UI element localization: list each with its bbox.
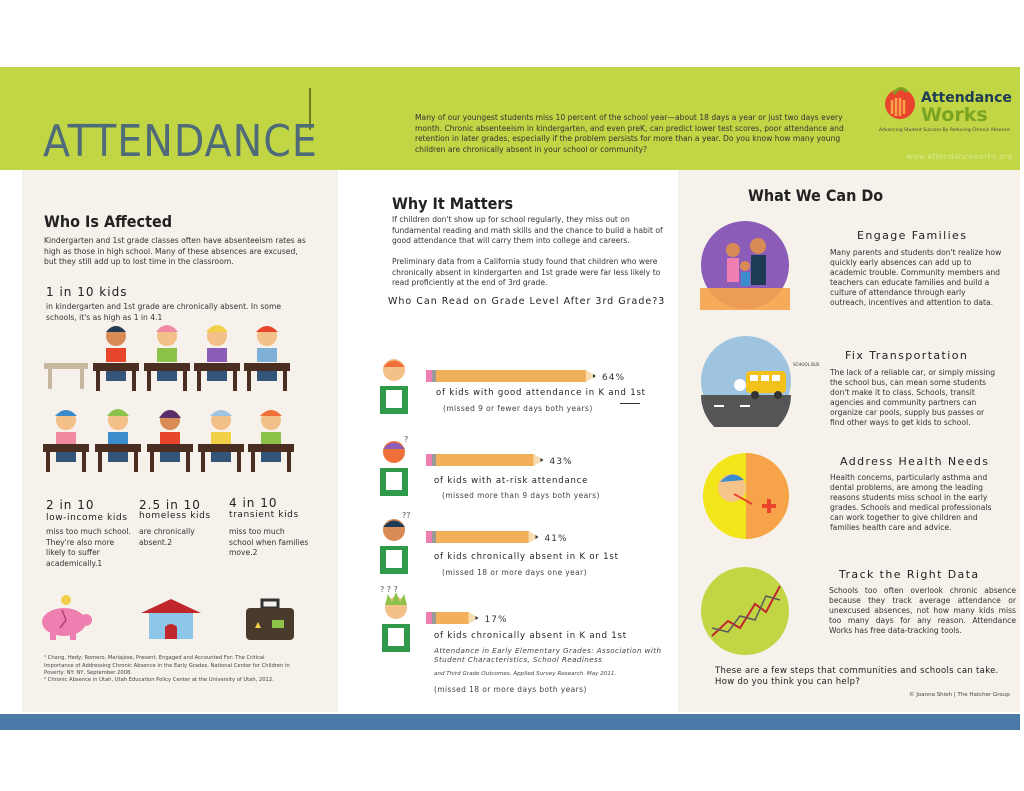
school-bus-icon [700, 335, 792, 427]
website-link[interactable]: www.attendanceworks.org [906, 152, 1013, 161]
footnote-2: ² Chronic Absence in Utah, Utah Education Policy Center at the University of Utah, 2012. [44, 677, 274, 683]
student-desk-icon [198, 410, 244, 472]
classroom-desks-illustration [40, 318, 300, 478]
pencil-band [432, 370, 436, 382]
pencil-eraser [426, 531, 432, 543]
why-matters-heading: Why It Matters [392, 194, 514, 213]
credit-text: © Joanna Shieh | The Hatcher Group [909, 692, 1010, 698]
chart-note: (missed 18 or more days one year) [442, 568, 587, 577]
stat-low-income-label: low-income kids [46, 513, 128, 523]
stat-transient-label: transient kids [229, 510, 299, 520]
student-desk-icon [144, 325, 190, 391]
svg-text:?: ? [404, 435, 409, 444]
pencil-eraser [426, 370, 432, 382]
family-icon [700, 220, 790, 310]
reading-child-icon [376, 584, 416, 656]
value-label: 43% [549, 457, 573, 467]
chart-note: (missed 9 or fewer days both years) [443, 404, 593, 413]
track-data-text: Schools too often overlook chronic absence because they track average attendance or unexcused absences, not how many kids miss too many days for any reason. Attendance Works has free data-tracking tools. [829, 586, 1016, 635]
pencil-body [436, 531, 529, 543]
fix-transportation-title: Fix Transportation [845, 349, 969, 362]
stat-main-text: in kindergarten and 1st grade are chronically absent. In some schools, it's as high as 1 in 4.1 [46, 302, 282, 322]
stat-homeless-value: 2.5 in 10 [139, 498, 201, 512]
source-rest: and Third Grade Outcomes, Applied Survey Research. May 2011. [434, 671, 617, 677]
piggy-bank-icon [34, 592, 96, 642]
page-title: ATTENDANCE [43, 116, 318, 167]
fix-transportation-text: The lack of a reliable car, or simply missing the school bus, can mean some students don't make it to class. Schools, transit agencies and community partners can organize car pools, supply bus passes or find other ways to get kids to school. [830, 368, 996, 427]
pencil-lead [536, 535, 539, 539]
stat-transient-text: miss too much school when families move.2 [229, 527, 309, 557]
chart-underline [620, 403, 640, 404]
chart-category-label: of kids with at-risk attendance [434, 476, 589, 486]
chart-category-label: of kids chronically absent in K and 1st [434, 631, 627, 641]
logo-tagline: Advancing Student Success By Reducing Chronic Absence [879, 128, 1010, 133]
pencil-bar [426, 454, 544, 466]
pencil-body [436, 454, 534, 466]
data-chart-icon [700, 566, 790, 656]
why-matters-para2: Preliminary data from a California study found that children who were chronically absent in kindergarten and 1st grade were far less likely to read proficiently at the end of 3rd grade. [392, 257, 661, 287]
reading-child-icon [376, 434, 412, 500]
footer-bar [0, 714, 1020, 730]
house-icon [139, 597, 203, 641]
student-desk-icon [95, 409, 141, 472]
engage-families-text: Many parents and students don't realize how quickly early absences can add up to academic trouble. Community members and teachers can educate families and build a culture of attendance through early outreach, incentives and attention to data. [830, 248, 1002, 307]
stat-low-income-value: 2 in 10 [46, 498, 95, 512]
logo-text-attendance: Attendance [921, 90, 1012, 106]
student-desk-icon [244, 326, 290, 391]
student-desk-icon [43, 410, 89, 472]
pencil-lead [476, 616, 479, 620]
pencil-lead [593, 374, 596, 378]
value-label: 41% [544, 534, 568, 544]
stat-homeless-text: are chronically absent.2 [139, 527, 195, 547]
student-desk-icon [147, 410, 193, 472]
logo-text-works: Works [921, 104, 988, 126]
bus-label: SCHOOL BUS [793, 362, 820, 367]
chart-category-label: of kids chronically absent in K or 1st [434, 552, 619, 562]
track-data-title: Track the Right Data [839, 568, 980, 581]
svg-text:??: ?? [402, 511, 411, 520]
stat-low-income-text: miss too much school. They're also more likely to suffer academically.1 [46, 527, 131, 568]
who-affected-heading: Who Is Affected [44, 212, 173, 231]
reading-child-icon [376, 510, 412, 578]
chart-title: Who Can Read on Grade Level After 3rd Grade?3 [388, 296, 666, 307]
pencil-lead [541, 458, 544, 462]
pencil-bar [426, 370, 596, 382]
empty-desk-icon [44, 363, 88, 389]
chart-category-label: of kids with good attendance in K and 1st [436, 388, 646, 398]
student-desk-icon [93, 326, 139, 391]
closing-text: These are a few steps that communities and schools can take. How do you think you can help? [715, 666, 999, 687]
chart-last-note: (missed 18 or more days both years) [434, 685, 587, 694]
footnote-1: ¹ Chang, Hedy; Romero, Mariajose, Present, Engaged and Accounted For: The Critical Importance of Addressing Chronic Absence in the Early Grades, National Center for Children in Poverty: NY: NY, September 2008. [44, 655, 290, 676]
pencil-band [432, 454, 436, 466]
chart-note: (missed more than 9 days both years) [442, 491, 600, 500]
why-matters-para1: If children don't show up for school regularly, they miss out on fundamental reading and math skills and the chance to build a habit of good attendance that will carry them into college and careers. [392, 215, 663, 245]
pencil-band [432, 531, 436, 543]
source-title: Attendance in Early Elementary Grades: Association with Student Characteristics, School Readiness [434, 646, 662, 664]
engage-families-title: Engage Families [857, 229, 968, 242]
pencil-body [436, 612, 469, 624]
pencil-band [432, 612, 436, 624]
who-affected-body: Kindergarten and 1st grade classes often have absenteeism rates as high as those in high school. Many of these absences are excused, but they still add up to lost time in the classroom. [44, 236, 306, 266]
value-label: 64% [602, 373, 626, 383]
pencil-eraser [426, 612, 432, 624]
pencil-body [436, 370, 586, 382]
address-health-title: Address Health Needs [840, 455, 990, 468]
pencil-eraser [426, 454, 432, 466]
student-desk-icon [248, 410, 294, 472]
pencil-bar [426, 531, 539, 543]
what-we-can-do-heading: What We Can Do [748, 186, 884, 205]
stat-main-value: 1 in 10 kids [46, 285, 128, 299]
reading-child-icon [376, 356, 412, 418]
stat-homeless-label: homeless kids [139, 511, 211, 521]
intro-text: Many of our youngest students miss 10 percent of the school year—about 18 days a year or just two days every month. Chronic absenteeism in kindergarten, and even preK, can predict lower test scores, poor attendance and retention in later grades, especially if the problem persists for more than a year. Do you know how many young children are chronically absent in your school or community? [415, 113, 844, 154]
address-health-text: Health concerns, particularly asthma and dental problems, are among the leading reasons students miss school in the early grades. Schools and medical professionals can work together to give children and families health care and advice. [830, 473, 992, 532]
value-label: 17% [484, 615, 508, 625]
suitcase-icon [244, 598, 296, 642]
stat-transient-value: 4 in 10 [229, 496, 278, 510]
health-icon [702, 452, 790, 540]
student-desk-icon [194, 325, 240, 391]
svg-text:? ? ?: ? ? ? [380, 585, 398, 594]
pencil-bar [426, 612, 479, 624]
